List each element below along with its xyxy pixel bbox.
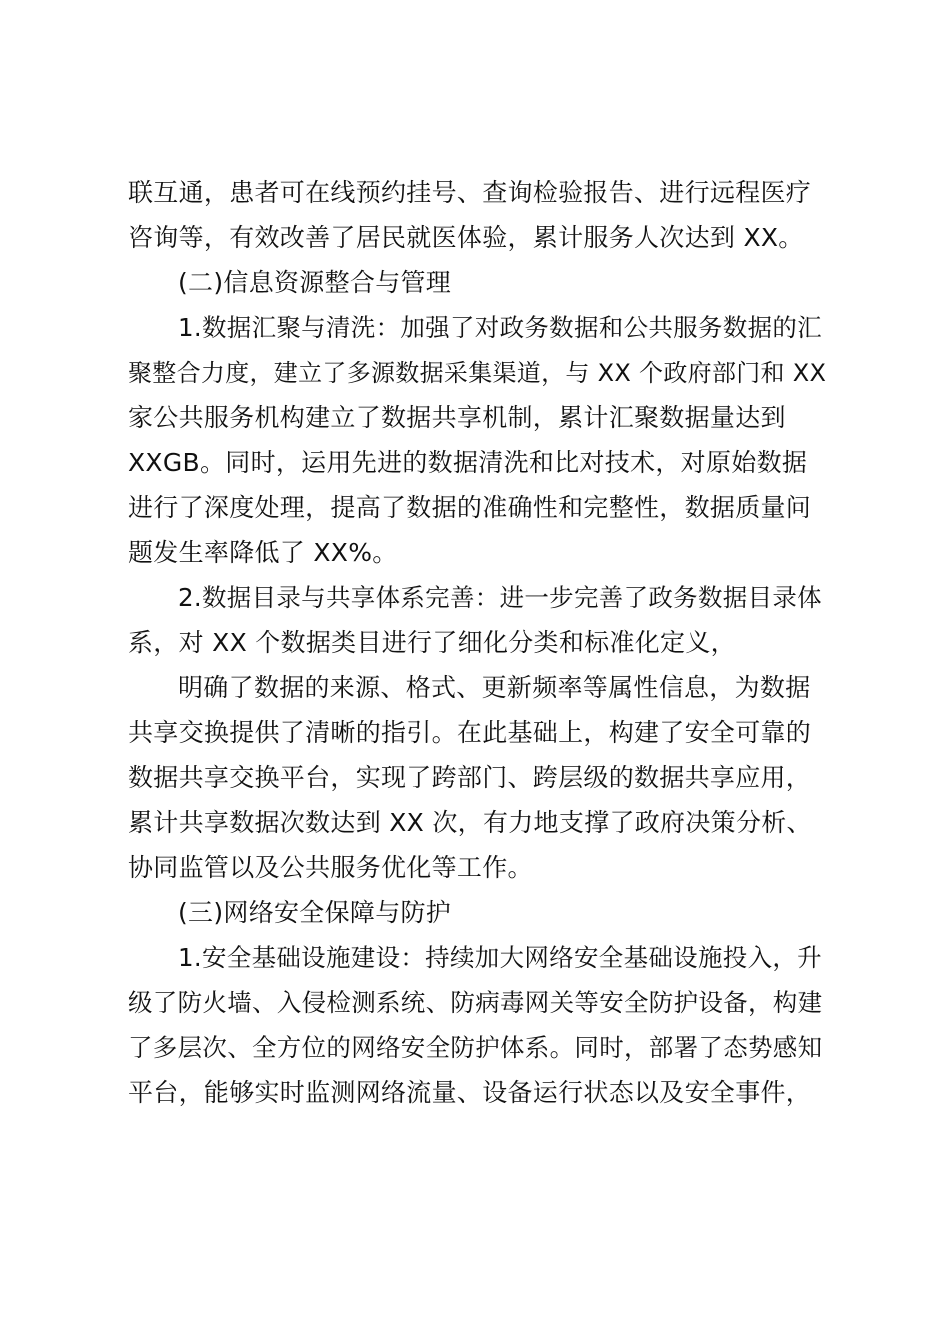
text-line: 明确了数据的来源、格式、更新频率等属性信息，为数据	[178, 673, 811, 702]
text-line: 2.数据目录与共享体系完善：进一步完善了政务数据目录体	[178, 583, 822, 612]
text-line: 家公共服务机构建立了数据共享机制，累计汇聚数据量达到	[128, 403, 786, 432]
text-line: 共享交换提供了清晰的指引。在此基础上，构建了安全可靠的	[128, 718, 812, 747]
text-line: 数据共享交换平台，实现了跨部门、跨层级的数据共享应用，	[128, 763, 812, 792]
text-line: 系，对 XX 个数据类目进行了细化分类和标准化定义，	[128, 628, 736, 657]
text-line: 咨询等，有效改善了居民就医体验，累计服务人次达到 XX。	[128, 223, 804, 252]
text-line: 累计共享数据次数达到 XX 次，有力地支撑了政府决策分析、	[128, 808, 812, 837]
text-line: 题发生率降低了 XX%。	[128, 538, 398, 567]
text-line: 聚整合力度，建立了多源数据采集渠道，与 XX 个政府部门和 XX	[128, 359, 827, 387]
section-heading: (三)网络安全保障与防护	[178, 898, 452, 927]
text-line: XXGB。同时，运用先进的数据清洗和比对技术，对原始数据	[128, 448, 808, 477]
text-line: 1.数据汇聚与清洗：加强了对政务数据和公共服务数据的汇	[178, 313, 822, 342]
text-line: 平台，能够实时监测网络流量、设备运行状态以及安全事件，	[128, 1078, 812, 1107]
text-line: 了多层次、全方位的网络安全防护体系。同时，部署了态势感知	[128, 1033, 823, 1062]
text-line: 协同监管以及公共服务优化等工作。	[128, 853, 533, 882]
text-line: 级了防火墙、入侵检测系统、防病毒网关等安全防护设备，构建	[128, 988, 823, 1017]
text-line: 1.安全基础设施建设：持续加大网络安全基础设施投入，升	[178, 943, 822, 972]
section-heading: (二)信息资源整合与管理	[178, 268, 452, 297]
text-line: 进行了深度处理，提高了数据的准确性和完整性，数据质量问	[128, 493, 812, 522]
text-line: 联互通，患者可在线预约挂号、查询检验报告、进行远程医疗	[128, 178, 812, 207]
